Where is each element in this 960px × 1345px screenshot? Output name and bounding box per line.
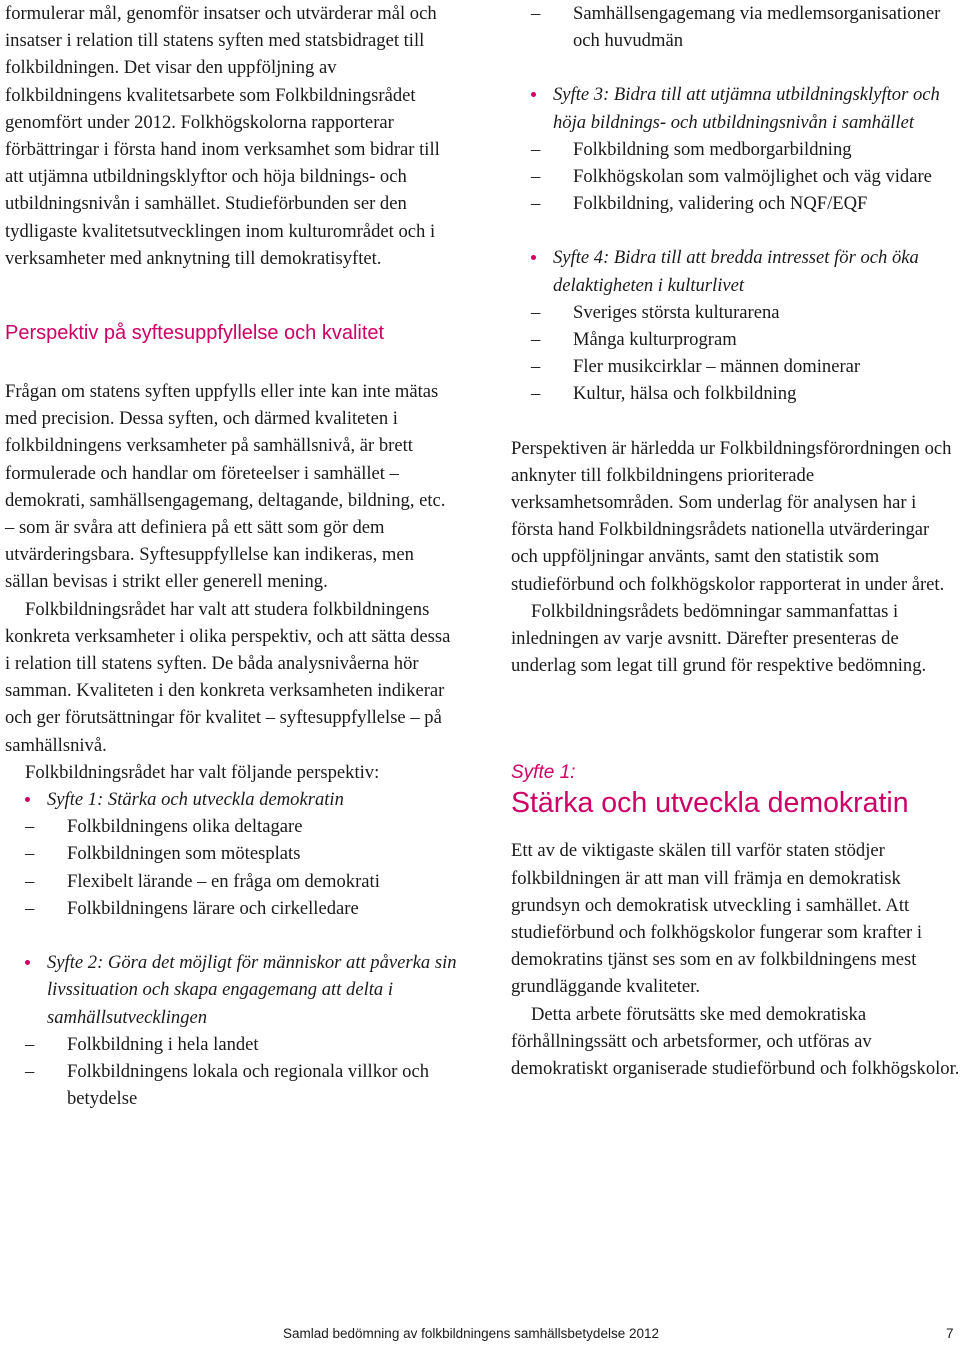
- page-number: 7: [946, 1326, 954, 1341]
- perspective-bullet: [511, 244, 960, 298]
- list-item: – Folkbildningens olika deltagare: [5, 813, 457, 840]
- list-item: – Samhällsengagemang via medlemsorganisationer och huvudmän: [511, 0, 960, 54]
- dash-icon: –: [531, 356, 541, 378]
- perspective-bullet: [5, 786, 457, 813]
- list-item: – Folkbildning som medborgarbildning: [511, 136, 960, 163]
- dash-icon: –: [531, 166, 541, 188]
- perspective-title: Syfte 2: Göra det möjligt för människor att påverka sin livssituation och skapa engagemang att delta i samhällsutvecklingen: [47, 952, 457, 1028]
- body-paragraph: Ett av de viktigaste skälen till varför staten stödjer folkbildningen är att man vill främja en demokratisk grundsyn och demokratisk utveckling i samhället. Att studieförbund och folkhögskolor fungerar som krafter i demokratins tjänst ses som en av folkbildningens mest grundläggande kvaliteter.: [511, 840, 923, 998]
- footer-title: Samlad bedömning av folkbildningens samhällsbetydelse 2012: [283, 1326, 659, 1341]
- dash-icon: –: [531, 193, 541, 215]
- list-item: – Sveriges största kulturarena: [511, 299, 960, 326]
- bullet-dot-icon: [25, 960, 30, 965]
- list-item: – Många kulturprogram: [511, 326, 960, 353]
- body-paragraph: Folkbildningsrådet har valt följande perspektiv:: [25, 761, 380, 783]
- intro-paragraph: formulerar mål, genomför insatser och utvärderar mål och insatser i relation till statens syften med statsbidraget till folkbildningen. Det visar den uppföljning av folkbildningens kvalitetsarbete som Folkbildningsrådet genomfört under 2012. Folkhögskolorna rapporterar förbättringar i första hand inom verksamhet som bidrar till att utjämna utbildningsklyftor och höja bildnings- och utbildningsnivån i samhället. Studieförbunden ser den tydligaste kvalitetsutvecklingen inom kulturområdet och i verksamheter med anknytning till demokratisyftet.: [5, 3, 440, 269]
- list-item: – Folkbildning, validering och NQF/EQF: [511, 190, 960, 217]
- list-item: – Kultur, hälsa och folkbildning: [511, 380, 960, 407]
- right-column: [511, 0, 960, 1082]
- list-item: – Folkbildningen som mötesplats: [5, 840, 457, 867]
- list-item: – Fler musikcirklar – männen dominerar: [511, 353, 960, 380]
- bullet-dot-icon: [25, 797, 30, 802]
- dash-icon: –: [25, 816, 35, 838]
- dash-icon: –: [25, 843, 35, 865]
- section-heading: Perspektiv på syftesuppfyllelse och kvalitet: [5, 322, 385, 345]
- left-column: [5, 0, 457, 1112]
- perspective-bullet: [511, 81, 960, 135]
- dash-icon: –: [25, 1060, 35, 1082]
- body-paragraph: Detta arbete förutsätts ske med demokratiska förhållningssätt och arbetsformer, och utföras av demokratiskt organiserade studieförbund och folkhögskolor.: [511, 1003, 960, 1080]
- dash-icon: –: [25, 897, 35, 919]
- dash-icon: –: [531, 329, 541, 351]
- dash-icon: –: [531, 383, 541, 405]
- list-item: – Folkbildningens lokala och regionala villkor och betydelse: [5, 1058, 457, 1112]
- perspective-title: Syfte 4: Bidra till att bredda intresset för och öka delaktigheten i kulturlivet: [553, 247, 919, 296]
- dash-icon: –: [25, 1033, 35, 1055]
- bullet-dot-icon: [531, 255, 536, 260]
- dash-icon: –: [25, 870, 35, 892]
- body-paragraph: Frågan om statens syften uppfylls eller inte kan inte mätas med precision. Dessa syften, och därmed kvaliteten i folkbildningens verksamheter på samhällsnivå, är brett formulerade och handlar om företeelser i samhället – demokrati, samhällsengagemang, deltagande, bildning, etc. – som är svåra att definiera på ett sätt som gör dem utvärderingsbara. Syftesuppfyllelse kan indikeras, men sällan bevisas i strikt eller generell mening.: [5, 381, 446, 593]
- list-item: – Folkbildning i hela landet: [5, 1031, 457, 1058]
- perspective-bullet: [5, 949, 457, 1031]
- dash-icon: –: [531, 138, 541, 160]
- perspective-title: Syfte 3: Bidra till att utjämna utbildningsklyftor och höja bildnings- och utbildningsnivån i samhället: [553, 84, 940, 133]
- bullet-dot-icon: [531, 92, 536, 97]
- dash-icon: –: [531, 3, 541, 24]
- list-item: – Folkbildningens lärare och cirkelledare: [5, 895, 457, 922]
- list-item: – Folkhögskolan som valmöjlighet och väg vidare: [511, 163, 960, 190]
- dash-icon: –: [531, 301, 541, 323]
- section-label: Syfte 1:: [511, 762, 576, 784]
- perspective-title: Syfte 1: Stärka och utveckla demokratin: [47, 789, 344, 811]
- body-paragraph: Folkbildningsrådets bedömningar sammanfattas i inledningen av varje avsnitt. Därefter presenteras de underlag som legat till grund för respektive bedömning.: [511, 600, 927, 677]
- section-title: Stärka och utveckla demokratin: [511, 787, 909, 820]
- body-paragraph: Perspektiven är härledda ur Folkbildningsförordningen och anknyter till folkbildningens prioriterade verksamhetsområden. Som underlag för analysen har i första hand Folkbildningsrådets nationella utvärderingar och uppföljningar använts, samt den statistik som studieförbund och folkhögskolor rapporterat in under året.: [511, 437, 952, 595]
- list-item: – Flexibelt lärande – en fråga om demokrati: [5, 868, 457, 895]
- body-paragraph: Folkbildningsrådet har valt att studera folkbildningens konkreta verksamheter i olika perspektiv, och att sätta dessa i relation till statens syften. De båda analysnivåerna hör samman. Kvaliteten i den konkreta verksamheten indikerar och ger förutsättningar för kvalitet – syftesuppfyllelse – på samhällsnivå.: [5, 598, 451, 756]
